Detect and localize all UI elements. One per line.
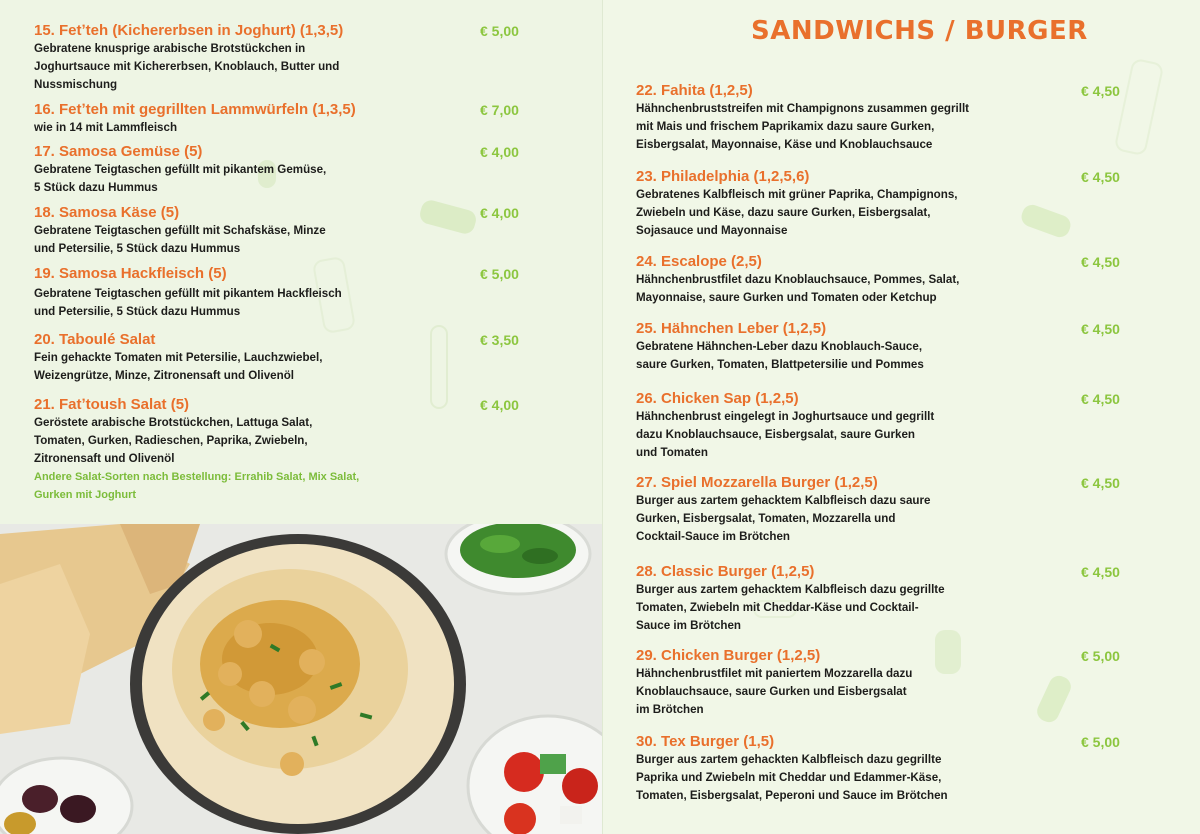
- desc-line: Tomaten, Gurken, Radieschen, Paprika, Zwiebeln,: [34, 434, 308, 447]
- item-description: [636, 338, 1156, 374]
- desc-line: und Petersilie, 5 Stück dazu Hummus: [34, 305, 241, 318]
- item-title: 29. Chicken Burger (1,2,5): [636, 647, 821, 664]
- item-price: € 7,00: [480, 102, 519, 118]
- desc-line: Hähnchenbrustfilet mit paniertem Mozzarella dazu: [636, 667, 913, 680]
- desc-line: Mayonnaise, saure Gurken und Tomaten oder Ketchup: [636, 291, 937, 304]
- item-title: 24. Escalope (2,5): [636, 253, 762, 270]
- item-description: [636, 665, 1156, 719]
- item-title: 16. Fetʼteh mit gegrillten Lammwürfeln (1,3,5): [34, 101, 356, 118]
- desc-line: und Petersilie, 5 Stück dazu Hummus: [34, 242, 241, 255]
- item-price: € 5,00: [480, 266, 519, 282]
- desc-line: Gebratene Teigtaschen gefüllt mit Schafskäse, Minze: [34, 224, 326, 237]
- item-title: 25. Hähnchen Leber (1,2,5): [636, 320, 827, 337]
- item-price: € 4,00: [480, 397, 519, 413]
- item-description: [636, 408, 1156, 462]
- desc-line: Sojasauce und Mayonnaise: [636, 224, 788, 237]
- desc-line: im Brötchen: [636, 703, 704, 716]
- desc-line: Gebratene knusprige arabische Brotstückchen in: [34, 42, 306, 55]
- desc-line: Nussmischung: [34, 78, 118, 91]
- item-price: € 4,50: [1081, 391, 1120, 407]
- menu-item-20: [34, 331, 534, 385]
- desc-line: Weizengrütze, Minze, Zitronensaft und Olivenöl: [34, 369, 295, 382]
- item-title: 30. Tex Burger (1,5): [636, 733, 775, 750]
- hummus-photo: [0, 524, 602, 834]
- hummus-illustration: [0, 524, 602, 834]
- item-description: [34, 40, 534, 94]
- item-description: [34, 161, 534, 197]
- desc-line: Burger aus zartem gehacktem Kalbfleisch dazu saure: [636, 494, 931, 507]
- desc-line: saure Gurken, Tomaten, Blattpetersilie und Pommes: [636, 358, 924, 371]
- desc-line: dazu Knoblauchsauce, Eisbergsalat, saure Gurken: [636, 428, 915, 441]
- item-description: [34, 414, 534, 468]
- item-price: € 3,50: [480, 332, 519, 348]
- note-line: Andere Salat-Sorten nach Bestellung: Errahib Salat, Mix Salat,: [34, 471, 360, 483]
- desc-line: Hähnchenbrust eingelegt in Joghurtsauce und gegrillt: [636, 410, 935, 423]
- desc-line: Tomaten, Zwiebeln mit Cheddar-Käse und Cocktail-: [636, 601, 919, 614]
- menu-item-25: [636, 320, 1156, 374]
- item-price: € 5,00: [1081, 734, 1120, 750]
- desc-line: Zwiebeln und Käse, dazu saure Gurken, Eisbergsalat,: [636, 206, 931, 219]
- menu-item-16: [34, 101, 534, 137]
- menu-item-26: [636, 390, 1156, 462]
- desc-line: wie in 14 mit Lammfleisch: [34, 121, 178, 134]
- menu-item-17: [34, 143, 534, 197]
- desc-line: Sauce im Brötchen: [636, 619, 742, 632]
- desc-line: Gebratenes Kalbfleisch mit grüner Paprika, Champignons,: [636, 188, 958, 201]
- desc-line: Gebratene Teigtaschen gefüllt mit pikantem Gemüse,: [34, 163, 327, 176]
- menu-item-29: [636, 647, 1156, 719]
- desc-line: Burger aus zartem gehacktem Kalbfleisch dazu gegrillte: [636, 583, 945, 596]
- item-title: 23. Philadelphia (1,2,5,6): [636, 168, 810, 185]
- item-price: € 4,50: [1081, 321, 1120, 337]
- desc-line: Gebratene Teigtaschen gefüllt mit pikantem Hackfleisch: [34, 287, 342, 300]
- menu-item-18: [34, 204, 534, 258]
- item-price: € 4,50: [1081, 169, 1120, 185]
- item-title: 21. Fatʼtoush Salat (5): [34, 396, 190, 413]
- desc-line: und Tomaten: [636, 446, 708, 459]
- desc-line: Tomaten, Eisbergsalat, Peperoni und Sauce im Brötchen: [636, 789, 948, 802]
- item-title: 22. Fahita (1,2,5): [636, 82, 753, 99]
- item-description: [636, 100, 1156, 154]
- menu-item-21: [34, 396, 534, 504]
- item-description: [34, 285, 534, 321]
- menu-item-24: [636, 253, 1156, 307]
- item-price: € 4,50: [1081, 83, 1120, 99]
- salad-note: [34, 468, 534, 504]
- desc-line: Fein gehackte Tomaten mit Petersilie, Lauchzwiebel,: [34, 351, 323, 364]
- item-description: [636, 271, 1156, 307]
- item-description: [636, 492, 1156, 546]
- item-description: [636, 751, 1156, 805]
- desc-line: 5 Stück dazu Hummus: [34, 181, 158, 194]
- note-line: Gurken mit Joghurt: [34, 489, 137, 501]
- desc-line: Eisbergsalat, Mayonnaise, Käse und Knoblauchsauce: [636, 138, 933, 151]
- desc-line: Geröstete arabische Brotstückchen, Lattuga Salat,: [34, 416, 313, 429]
- desc-line: Hähnchenbruststreifen mit Champignons zusammen gegrillt: [636, 102, 970, 115]
- item-description: [34, 119, 534, 137]
- desc-line: Paprika und Zwiebeln mit Cheddar und Edammer-Käse,: [636, 771, 942, 784]
- menu-item-22: [636, 82, 1156, 154]
- item-price: € 4,00: [480, 144, 519, 160]
- item-title: 27. Spiel Mozzarella Burger (1,2,5): [636, 474, 878, 491]
- item-description: [34, 349, 534, 385]
- item-price: € 4,50: [1081, 564, 1120, 580]
- item-description: [34, 222, 534, 258]
- item-price: € 4,50: [1081, 254, 1120, 270]
- desc-line: Hähnchenbrustfilet dazu Knoblauchsauce, Pommes, Salat,: [636, 273, 960, 286]
- menu-item-27: [636, 474, 1156, 546]
- menu-item-15: [34, 22, 534, 94]
- desc-line: Cocktail-Sauce im Brötchen: [636, 530, 790, 543]
- menu-item-28: [636, 563, 1156, 635]
- item-title: 19. Samosa Hackfleisch (5): [34, 265, 227, 282]
- item-title: 17. Samosa Gemüse (5): [34, 143, 203, 160]
- desc-line: mit Mais und frischem Paprikamix dazu saure Gurken,: [636, 120, 935, 133]
- item-title: 28. Classic Burger (1,2,5): [636, 563, 815, 580]
- desc-line: Gurken, Eisbergsalat, Tomaten, Mozzarella und: [636, 512, 896, 525]
- desc-line: Zitronensaft und Olivenöl: [34, 452, 175, 465]
- menu-item-19: [34, 265, 534, 321]
- item-description: [636, 581, 1156, 635]
- item-price: € 5,00: [1081, 648, 1120, 664]
- desc-line: Gebratene Hähnchen-Leber dazu Knoblauch-Sauce,: [636, 340, 923, 353]
- item-title: 26. Chicken Sap (1,2,5): [636, 390, 799, 407]
- item-description: [636, 186, 1156, 240]
- item-title: 18. Samosa Käse (5): [34, 204, 180, 221]
- item-title: 20. Taboulé Salat: [34, 331, 156, 348]
- desc-line: Burger aus zartem gehackten Kalbfleisch dazu gegrillte: [636, 753, 942, 766]
- item-price: € 4,00: [480, 205, 519, 221]
- item-price: € 5,00: [480, 23, 519, 39]
- menu-item-30: [636, 733, 1156, 805]
- item-price: € 4,50: [1081, 475, 1120, 491]
- desc-line: Joghurtsauce mit Kichererbsen, Knoblauch, Butter und: [34, 60, 340, 73]
- desc-line: Knoblauchsauce, saure Gurken und Eisbergsalat: [636, 685, 907, 698]
- section-title: SANDWICHS / BURGER: [751, 16, 1088, 46]
- item-title: 15. Fetʼteh (Kichererbsen in Joghurt) (1,3,5): [34, 22, 344, 39]
- right-page: [602, 0, 1200, 834]
- menu-item-23: [636, 168, 1156, 240]
